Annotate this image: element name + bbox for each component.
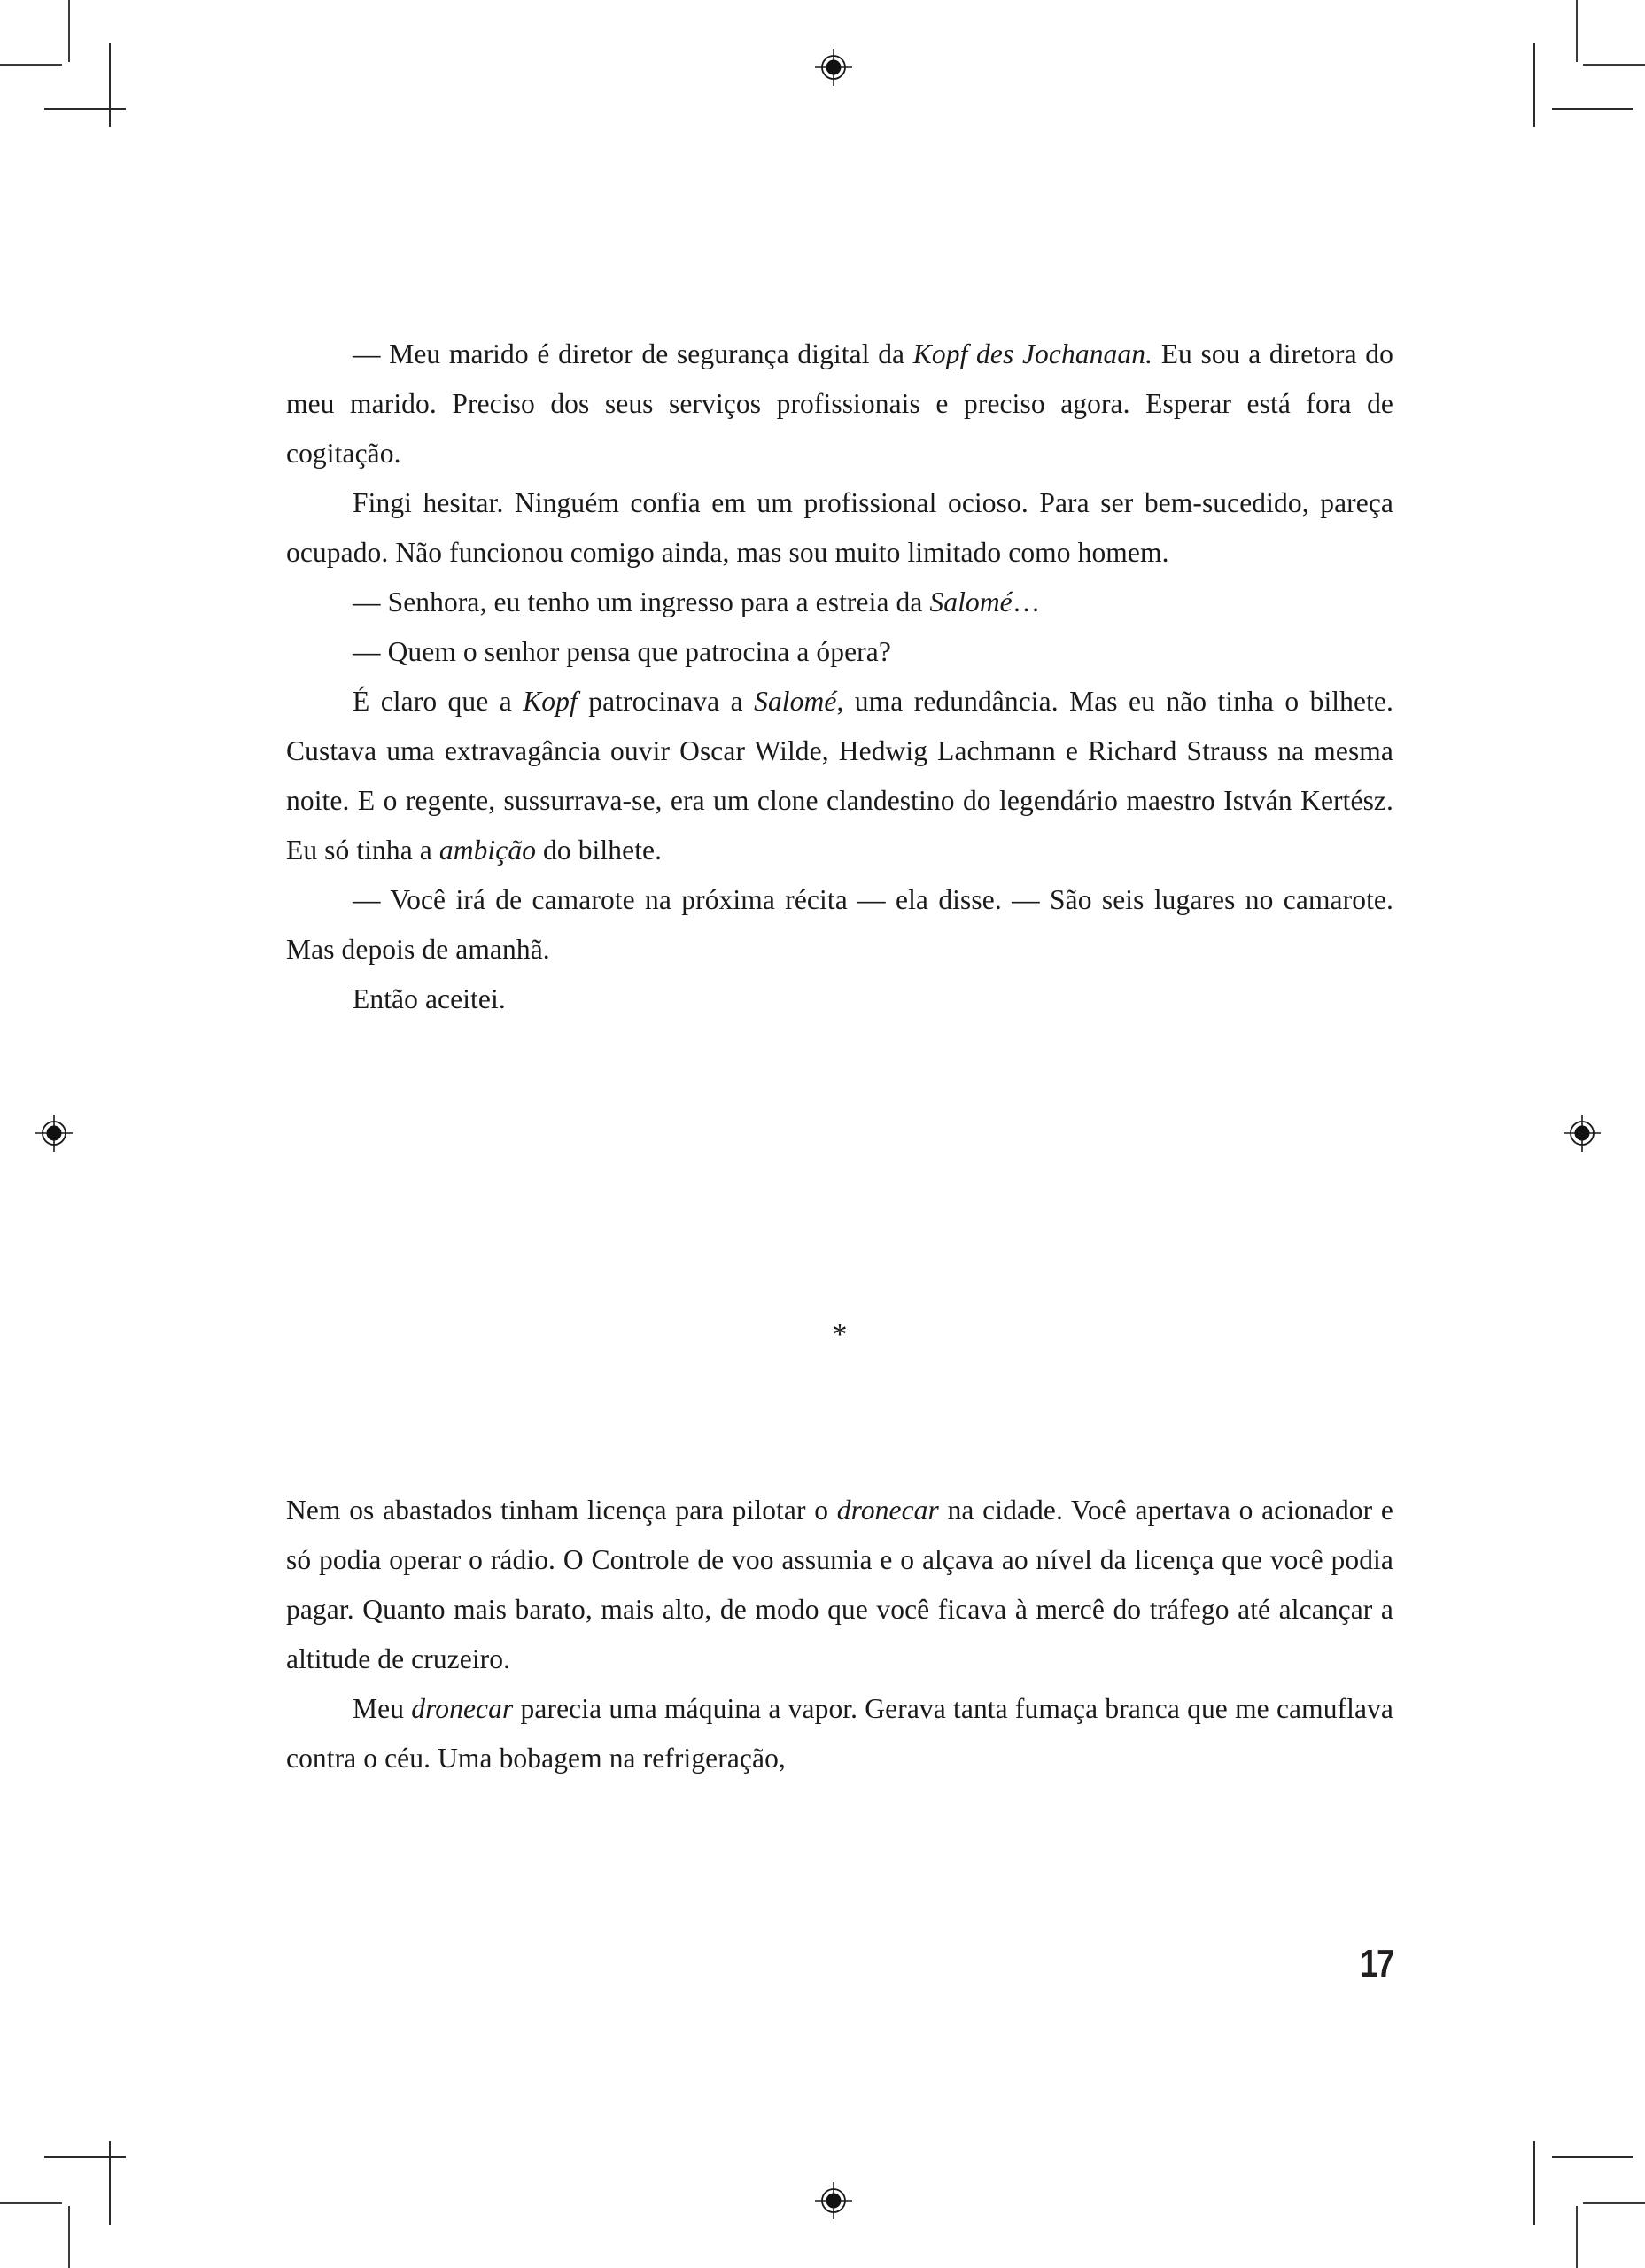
- crop-mark-top-left-vertical: [68, 0, 70, 62]
- trim-mark-bottom-right-vertical: [1533, 2141, 1535, 2225]
- body-text-section-two: [286, 1486, 1393, 1783]
- trim-mark-top-right-horizontal: [1552, 108, 1633, 110]
- crop-mark-bottom-left-vertical: [68, 2206, 70, 2268]
- italic-run: Salomé: [929, 586, 1013, 617]
- registration-target-top-center: [815, 49, 852, 86]
- crop-mark-bottom-right-horizontal: [1583, 2202, 1645, 2204]
- trim-mark-top-left-horizontal: [44, 108, 126, 110]
- body-paragraph: É claro que a Kopf patrocinava a Salomé, uma redundância. Mas eu não tinha o bilhete. Custava uma extravagância ouvir Oscar Wilde, Hedwig Lachmann e Richard Strauss na mesma noite. E o regente, sussurrava-se, era um clone clandestino do legendário maestro István Kertész. Eu só tinha a ambição do bilhete.: [286, 686, 1393, 866]
- italic-run: ambição: [438, 835, 537, 866]
- body-paragraph: Meu dronecar parecia uma máquina a vapor. Gerava tanta fumaça branca que me camuflava contra o céu. Uma bobagem na refrigeração,: [286, 1693, 1394, 1774]
- trim-mark-bottom-right-horizontal: [1552, 2156, 1633, 2158]
- crop-mark-bottom-left-horizontal: [0, 2202, 62, 2204]
- body-paragraph: — Você irá de camarote na próxima récita — ela disse. — São seis lugares no camarote. Mas depois de amanhã.: [286, 884, 1393, 965]
- body-paragraph: Nem os abastados tinham licença para pilotar o dronecar na cidade. Você apertava o acionador e só podia operar o rádio. O Controle de voo assumia e o alçava ao nível da licença que você podia pagar. Quanto mais barato, mais alto, de modo que você ficava à mercê do tráfego até alcançar a altitude de cruzeiro.: [286, 1495, 1393, 1674]
- crop-mark-top-left-horizontal: [0, 64, 62, 66]
- italic-run: dronecar: [411, 1693, 514, 1724]
- body-paragraph: — Senhora, eu tenho um ingresso para a estreia da Salomé…: [353, 586, 1041, 617]
- body-paragraph: Fingi hesitar. Ninguém confia em um profissional ocioso. Para ser bem-sucedido, pareça ocupado. Não funcionou comigo ainda, mas sou muito limitado como homem.: [286, 487, 1393, 568]
- crop-mark-top-right-vertical: [1576, 0, 1578, 62]
- trim-mark-top-left-vertical: [109, 43, 111, 127]
- italic-run: Salomé: [754, 686, 837, 717]
- trim-mark-top-right-vertical: [1533, 43, 1535, 127]
- registration-target-right-middle: [1564, 1115, 1601, 1152]
- body-paragraph: — Quem o senhor pensa que patrocina a ópera?: [353, 636, 891, 667]
- body-text-section-one: [286, 330, 1393, 1024]
- italic-run: Kopf des Jochanaan.: [912, 338, 1153, 369]
- section-divider: *: [832, 1318, 848, 1351]
- registration-target-left-middle: [35, 1115, 73, 1152]
- trim-mark-bottom-left-vertical: [109, 2141, 111, 2225]
- body-paragraph: Então aceitei.: [353, 983, 506, 1014]
- crop-mark-top-right-horizontal: [1583, 64, 1645, 66]
- italic-run: dronecar: [836, 1495, 939, 1526]
- registration-target-bottom-center: [815, 2182, 852, 2219]
- crop-mark-bottom-right-vertical: [1576, 2206, 1578, 2268]
- body-paragraph: — Meu marido é diretor de segurança digital da Kopf des Jochanaan. Eu sou a diretora do meu marido. Preciso dos seus serviços profissionais e preciso agora. Esperar está fora de cogitação.: [286, 338, 1394, 469]
- italic-run: Kopf: [523, 686, 578, 717]
- page-number: 17: [1360, 1942, 1393, 1985]
- trim-mark-bottom-left-horizontal: [44, 2156, 126, 2158]
